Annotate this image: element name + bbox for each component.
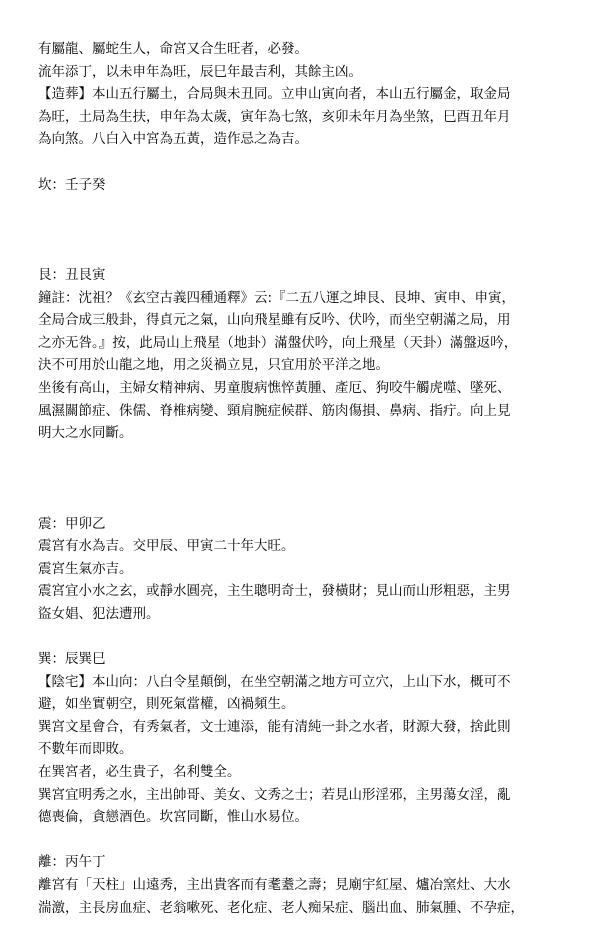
text-line-annotation-4: 決不可用於山龍之地，用之災禍立見，只宜用於平洋之地。 [38, 357, 389, 374]
text-line-annotation-1: 鐘註：沈祖？《玄空古義四種通釋》云:『二五八運之坤艮、艮坤、寅申、申寅， [38, 289, 516, 306]
text-line-xun-star-1: 巽宮文星會合，有秀氣者，文士連添，能有清純一卦之水者，財源大發，捨此則 [38, 718, 511, 735]
text-line-zhen-2: 震宮生氣亦吉。 [38, 560, 133, 577]
section-heading-xun: 巽：辰巽巳 [38, 651, 106, 668]
text-line-burial-cont-2: 為向煞。八白入中宮為五黃，造作忌之為吉。 [38, 131, 308, 148]
text-line-burial-heading: 【造葬】本山五行屬土，合局與未丑同。立申山寅向者，本山五行屬金，取金局 [38, 86, 511, 103]
spacer [38, 625, 578, 648]
text-line-annual-offspring: 流年添丁，以未申年為旺，辰巳年最吉利，其餘主凶。 [38, 63, 362, 80]
text-line-annotation-2: 全局合成三般卦，得貞元之氣，山向飛星雖有反吟、伏吟，而坐空朝滿之局，用 [38, 312, 511, 329]
spacer [38, 829, 578, 852]
text-line-xun-water-1: 巽宮宜明秀之水，主出帥哥、美女、文秀之士；若見山形淫邪，主男蕩女淫，亂 [38, 786, 511, 803]
text-line-zhen-3: 震宮宜小水之玄，或靜水圓亮，主生聰明奇士，發橫財；見山而山形粗惡，主男 [38, 583, 511, 600]
spacer [38, 151, 578, 174]
text-line-burial-cont-1: 為旺，土局為生扶，申年為太歲，寅年為七煞，亥卯未年月為坐煞，巳酉丑年月 [38, 108, 511, 125]
text-line-li-1: 離宮有「天柱」山遠秀，主出貴客而有耄耋之壽；見廟宇紅屋、爐冶窯灶、大水 [38, 877, 511, 893]
spacer [38, 196, 578, 264]
text-line-birth-signs: 有屬龍、屬蛇生人，命宮又合生旺者，必發。 [38, 41, 308, 57]
text-line-mountain-2: 風濕關節症、侏儒、脊椎病變、頸肩腕症候群、筋肉傷損、鼻病、指疔。向上見 [38, 402, 511, 419]
text-line-li-2: 湍激，主長房血症、老翁嗽死、老化症、老人痴呆症、腦出血、肺氣腫、不孕症， [38, 899, 524, 916]
text-line-zhen-1: 震宮有水為吉。交甲辰、甲寅二十年大旺。 [38, 538, 295, 555]
spacer [38, 445, 578, 513]
text-line-annotation-3: 之亦无咎。』按，此局山上飛星（地卦）滿盤伏吟，向上飛星（天卦）滿盤返吟， [38, 334, 518, 351]
text-line-mountain-3: 明大之水同斷。 [38, 425, 133, 442]
text-line-xun-noble: 在巽宮者，必生貴子，名利雙全。 [38, 764, 241, 781]
document-page [38, 38, 578, 919]
text-line-xun-water-2: 德喪倫，貪戀酒色。坎宮同斷，惟山水易位。 [38, 809, 308, 826]
section-heading-kan: 坎：壬子癸 [38, 176, 106, 193]
text-line-zhen-4: 盜女娼、犯法遭刑。 [38, 605, 160, 622]
text-line-yin-house-2: 避，如坐實朝空，則死氣當權，凶禍頻生。 [38, 696, 295, 713]
text-line-mountain-1: 坐後有高山，主婦女精神病、男童腹病憔悴黃腫、產厄、狗咬牛觸虎噬、墜死、 [38, 379, 511, 396]
section-heading-li: 離：丙午丁 [38, 854, 106, 871]
text-line-xun-star-2: 不數年而即敗。 [38, 741, 133, 758]
text-line-yin-house-1: 【陰宅】本山向：八白令星顛倒，在坐空朝滿之地方可立穴，上山下水，概可不 [38, 673, 511, 690]
section-heading-gen: 艮：丑艮寅 [38, 266, 106, 283]
section-heading-zhen: 震：甲卯乙 [38, 515, 106, 532]
